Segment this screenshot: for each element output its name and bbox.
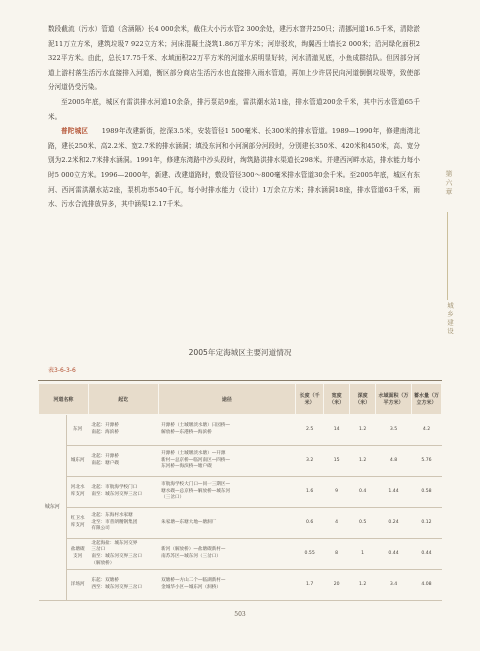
table-id: 表3-6-3-6 bbox=[48, 367, 76, 374]
width-cell: 15 bbox=[324, 446, 350, 477]
length-cell: 2.5 bbox=[296, 415, 324, 446]
table-row bbox=[39, 508, 442, 539]
length-cell: 1.7 bbox=[296, 570, 324, 601]
paragraph-1: 数段截流（污水）管道（含涵隔）长4 000余米，截住大小污水管2 300余处，建污水窨井250只；清挪河道16.5千米，清除淤泥11万立方米，建筑垃圾7 922立方米；河床混凝土浇筑1.86万平方米；河岸驳坎，绚翼西士墙长2 000米；沿河绿化面积2 322平方米。由此，总长17.75千米、水域面积22万平方米的河道水质明显好转，河水清澈见底，小鱼成群结队。但因部分河道上游村落生活污水直接排入河道，衡区部分商店生活污水也直接排入雨水管道，再加上少许居民向河道倒倒垃圾等，致使部分河道仍受污染。 bbox=[48, 25, 420, 92]
range-cell: 北起：东海村水家塘 北至：市普朗精钢集团 有限公司 bbox=[88, 508, 158, 539]
range-cell: 北起：开源桥 南起：塘户碶 bbox=[88, 446, 158, 477]
section-side-label: 城乡建设 bbox=[446, 302, 454, 336]
width-cell: 4 bbox=[324, 508, 350, 539]
depth-cell: 1.2 bbox=[350, 570, 376, 601]
table-top-rule bbox=[38, 380, 442, 381]
river-name-cell: 红卫水 库支河 bbox=[66, 508, 88, 539]
storage-cell: 5.76 bbox=[412, 446, 442, 477]
header-depth: 深度（米） bbox=[350, 384, 376, 415]
paragraph-3-lead: 普陀城区 bbox=[61, 127, 89, 136]
side-divider bbox=[447, 212, 448, 300]
river-name-cell: 城东河 bbox=[66, 446, 88, 477]
table-header-row bbox=[39, 384, 442, 415]
table-row bbox=[39, 570, 442, 601]
route-cell: 朱家塘—东塘大地—塘洞厂 bbox=[158, 508, 296, 539]
header-length: 长度（千米） bbox=[296, 384, 324, 415]
width-cell: 9 bbox=[324, 477, 350, 508]
header-route: 途径 bbox=[158, 384, 296, 415]
storage-cell: 0.58 bbox=[412, 477, 442, 508]
depth-cell: 1.2 bbox=[350, 415, 376, 446]
depth-cell: 0.4 bbox=[350, 477, 376, 508]
route-cell: 市航海学校大门口—同一三期区— 塘水碶—总京桥—解放桥—城东河 （三岔口） bbox=[158, 477, 296, 508]
river-name-cell: 盐塘碶 支河 bbox=[66, 539, 88, 570]
table-row bbox=[39, 539, 442, 570]
header-range: 起讫 bbox=[88, 384, 158, 415]
table-row bbox=[39, 477, 442, 508]
river-name-cell: 东河 bbox=[66, 415, 88, 446]
area-cell: 4.8 bbox=[376, 446, 412, 477]
width-cell: 8 bbox=[324, 539, 350, 570]
body-text bbox=[48, 22, 420, 212]
length-cell: 3.2 bbox=[296, 446, 324, 477]
depth-cell: 1.2 bbox=[350, 446, 376, 477]
header-width: 宽度（米） bbox=[324, 384, 350, 415]
depth-cell: 1 bbox=[350, 539, 376, 570]
area-cell: 0.24 bbox=[376, 508, 412, 539]
route-cell: 双塘桥—方山二个—临湖新村— 金城华小区—城东河（洞桥） bbox=[158, 570, 296, 601]
area-cell: 1.44 bbox=[376, 477, 412, 508]
length-cell: 0.55 bbox=[296, 539, 324, 570]
paragraph-3: 普陀城区 1989年改建新街，挖深3.5米，安装管径1 500毫米、长300米的排水管道。1989—1990年，修建南湾北路，建长250米、高2.2米、宽2.7米的排水涵洞；填没东河和小河涧部分河段时，分别建长350米、420米和450米，高、宽分别为2.2米和2.7米排水涵洞。1991年，修建东湾路中沙头段时，绚筑路洪排水渠道长298米。并建西河畔水站，排水能力每小时5 000立方米。1996—2000年，新建、改建道路时，敷设管径300～800毫米排水管道30余千米。至2005年底，城区有东河、西河雷洪潮水站2座，泵机功率540千瓦，每小时排水能力（设计）1万余立方米；排水涵洞18座，排水管道63千米，雨水、污水合流排放异多，其中涵渠12.17千米。 bbox=[48, 127, 421, 209]
range-cell: 北起海盐：城东河交界 三岔口 南至：城东河交界三岔口 （解放桥） bbox=[88, 539, 158, 570]
chapter-side-label: 第六章 bbox=[445, 170, 453, 197]
river-name-cell: 洋场河 bbox=[66, 570, 88, 601]
area-cell: 3.4 bbox=[376, 570, 412, 601]
route-cell: 开源桥（土城堰淡水塘）日园桥— 解放桥—东港桥—海滨桥 bbox=[158, 415, 296, 446]
storage-cell: 0.12 bbox=[412, 508, 442, 539]
page-number: 503 bbox=[234, 611, 246, 618]
length-cell: 1.6 bbox=[296, 477, 324, 508]
length-cell: 0.6 bbox=[296, 508, 324, 539]
width-cell: 20 bbox=[324, 570, 350, 601]
storage-cell: 4.2 bbox=[412, 415, 442, 446]
width-cell: 14 bbox=[324, 415, 350, 446]
header-name: 河道名称 bbox=[39, 384, 89, 415]
header-area: 水域面积（万平方米） bbox=[376, 384, 412, 415]
area-cell: 0.44 bbox=[376, 539, 412, 570]
range-cell: 北起：开源桥 南起：海滨桥 bbox=[88, 415, 158, 446]
table-row bbox=[39, 415, 442, 446]
area-cell: 3.5 bbox=[376, 415, 412, 446]
river-table bbox=[38, 383, 442, 601]
header-storage: 蓄水量（万立方米） bbox=[412, 384, 442, 415]
range-cell: 北起：市航海学校门口 南至：城东河交界三岔口 bbox=[88, 477, 158, 508]
table-title: 2005年定海城区主要河道情况 bbox=[188, 348, 292, 357]
storage-cell: 4.08 bbox=[412, 570, 442, 601]
route-cell: 新河（解放桥）—盐塘碶新村— 南苏苏区—城东河（三岔口） bbox=[158, 539, 296, 570]
depth-cell: 0.5 bbox=[350, 508, 376, 539]
river-name-cell: 河北水 库支河 bbox=[66, 477, 88, 508]
storage-cell: 0.44 bbox=[412, 539, 442, 570]
table-row bbox=[39, 446, 442, 477]
range-cell: 东起：双塘桥 西至：城东河交界三岔口 bbox=[88, 570, 158, 601]
paragraph-2: 至2005年底，城区有雷洪排水河道10余条，排污泵站9座，雷洪潮水站1座，排水管道200余千米，其中污水管道65千米。 bbox=[48, 97, 420, 121]
route-cell: 开源桥（土城堰淡水塘）—开源 新村—总京桥—临河南区—四桥— 东河桥—海滨桥—塘户碶 bbox=[158, 446, 296, 477]
district-cell: 城东河 bbox=[39, 415, 67, 601]
